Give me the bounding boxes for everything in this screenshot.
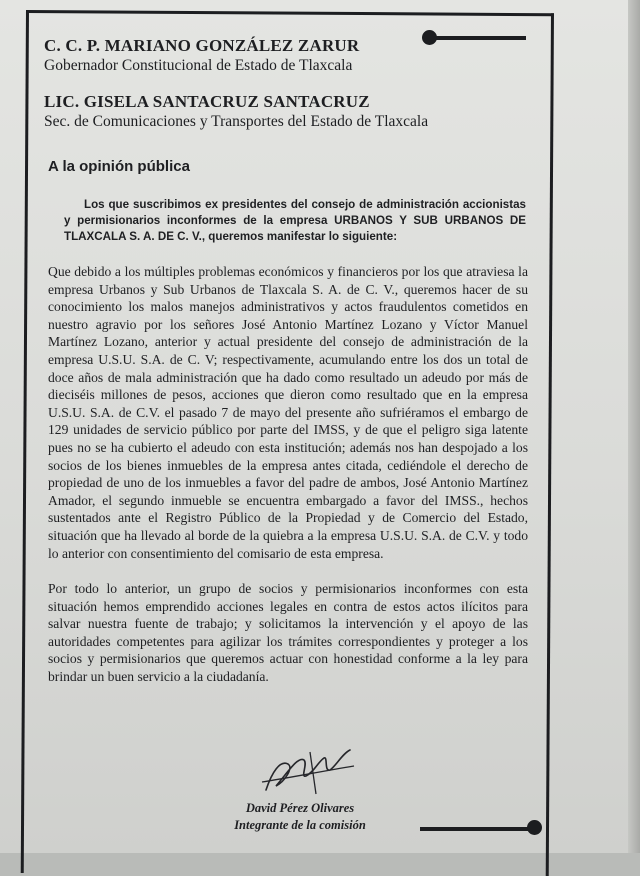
handwritten-signature: [258, 742, 358, 802]
body-paragraph: Por todo lo anterior, un grupo de socios y permisionarios inconformes con esta situación hemos emprendido acciones legales en contra de estos actos ilícitos para salvar nuestra fuente de trabajo; y solicitamos la intervención y el apoyo de las autoridades competentes para agilizar los trámites correspondientes y proteger a los socios y permisionarios que queremos actuar con honestidad conforme a la ley para brindar un buen servicio a la ciudadanía.: [48, 581, 528, 685]
recipient-name: LIC. GISELA SANTACRUZ SANTACRUZ: [44, 92, 370, 111]
recipient-block: [44, 36, 532, 76]
recipient-name: C. C. P. MARIANO GONZÁLEZ ZARUR: [44, 36, 360, 55]
recipient-role: Sec. de Comunicaciones y Transportes del Estado de Tlaxcala: [44, 113, 429, 130]
signer-block: [210, 800, 390, 834]
recipient-role: Gobernador Constitucional de Estado de Tlaxcala: [44, 57, 353, 74]
notice-intro: Los que suscribimos ex presidentes del consejo de administración accionistas y permisionarios inconformes de la empresa URBANOS Y SUB URBANOS DE TLAXCALA S. A. DE C. V., queremos manifestar lo siguiente:: [64, 198, 526, 243]
page-edge: [628, 0, 640, 853]
recipient-block: [44, 92, 532, 132]
notice-content: [44, 36, 532, 686]
signer-title: Integrante de la comisión: [234, 818, 366, 832]
notice-heading: A la opinión pública: [48, 158, 190, 175]
frame-dot-bottom: [527, 820, 542, 835]
frame-bar-bottom: [420, 827, 530, 831]
signer-name: David Pérez Olivares: [245, 801, 355, 815]
body-paragraph: Que debido a los múltiples problemas económicos y financieros por los que atraviesa la empresa Urbanos y Sub Urbanos de Tlaxcala S. A. de C. V., queremos hacer de su conocimiento los malos manejos administrativos y actos fraudulentos cometidos en nuestro agravio por los señores José Antonio Martínez Lozano y Víctor Manuel Martínez Lozano, anterior y actual presidente del consejo de administración de la empresa U.S.U. S.A. de C. V; respectivamente, acumulando entre los dos un total de doce años de mala administración que ha dado como resultado un adeudo por más de dieciséis millones de pesos, acciones que dieron como resultado que en la empresa U.S.U. S.A. de C.V. el pasado 7 de mayo del presente año sufriéramos el embargo de 129 unidades de servicio público por parte del IMSS, y de que el peligro siga latente pues no se ha cubierto el adeudo con esta institución; además nos han despojado a los socios de los bienes inmuebles de la empresa antes citada, cediéndole el derecho de propiedad de uno de los inmuebles a favor del padre de ambos, José Antonio Martínez Amador, el segundo inmueble se encuentra embargado a favor del IMSS., hechos sustentados ante el Registro Público de la Propiedad y de Comercio del Estado, situación que ha llevado al borde de la quiebra a la empresa U.S.U. S.A. de C.V. y todo lo anterior con consentimiento del comisario de esta empresa.: [48, 264, 528, 561]
